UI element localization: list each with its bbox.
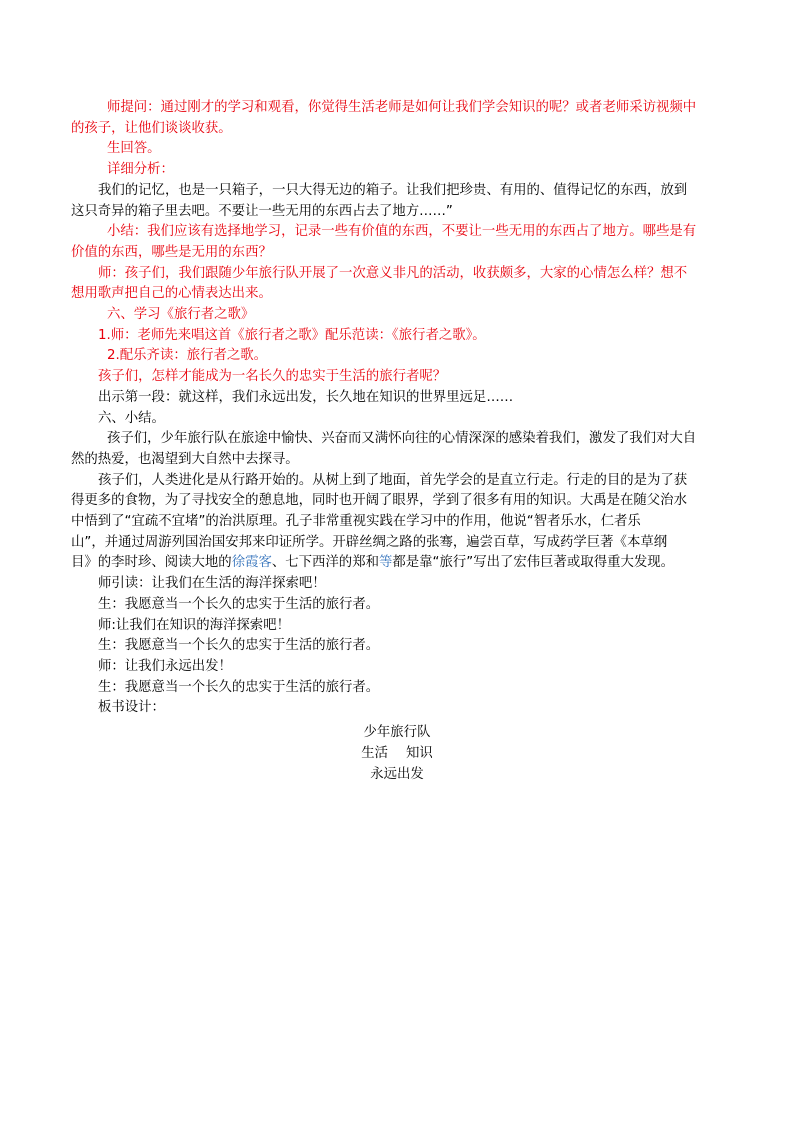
step-one: 1.师：老师先来唱这首《旅行者之歌》配乐范读：《旅行者之歌》。 [98, 327, 486, 343]
show-first-paragraph: 出示第一段：就这样，我们永远出发，长久地在知识的世界里远足…… [98, 389, 514, 405]
summary-line1: 小结：我们应该有选择地学习，记录一些有价值的东西，不要让一些无用的东西占了地方。哪些是有 [107, 224, 697, 240]
step-two: 2.配乐齐读：旅行者之歌。 [107, 348, 268, 364]
summary-line2: 价值的东西，哪些是无用的东西？ [71, 244, 272, 260]
evolution-line5-part2: 、七下西洋的郑和 [271, 555, 379, 571]
board-design [0, 722, 794, 785]
summary-heading: 六、小结。 [98, 410, 165, 426]
memory-para-line1: 我们的记忆，也是一只箱子，一只大得无边的箱子。让我们把珍贵、有用的、值得记忆的东西，放到 [98, 182, 688, 198]
evolution-line5-part1: 目》的李时珍、阅读大地的 [71, 555, 232, 571]
deng-link[interactable]: 等 [378, 555, 393, 571]
student-reply-2: 生：我愿意当一个长久的忠实于生活的旅行者。 [98, 638, 380, 654]
children-para1-line2: 然的热爱，也渴望到大自然中去探寻。 [71, 451, 299, 467]
evolution-line3: 中悟到了“宜疏不宜堵”的治洪原理。孔子非常重视实践在学习中的作用，他说“智者乐水，仁者乐 [71, 514, 641, 530]
board-design-label: 板书设计： [98, 700, 165, 716]
teacher-lead-read: 师引读：让我们在生活的海洋探索吧！ [98, 576, 326, 592]
teacher-song-line2: 想用歌声把自己的心情表达出来。 [71, 286, 272, 302]
analysis-heading: 详细分析： [107, 162, 174, 178]
evolution-line5 [71, 553, 721, 574]
student-answer: 生回答。 [107, 141, 161, 157]
document-body [71, 98, 721, 719]
teacher-question-line1: 师提问：通过刚才的学习和观看，你觉得生活老师是如何让我们学会知识的呢？或者老师采访视频中 [107, 100, 697, 115]
xu-xiake-link[interactable]: 徐霞客 [231, 555, 272, 571]
board-middle-row [0, 743, 794, 764]
teacher-line-3: 师：让我们永远出发！ [98, 658, 232, 674]
board-bottom: 永远出发 [370, 767, 424, 782]
teacher-question-line2: 的孩子，让他们谈谈收获。 [71, 120, 232, 136]
children-para1-line1: 孩子们，少年旅行队在旅途中愉快、兴奋而又满怀向往的心情深深的感染着我们，激发了我们对大自 [107, 431, 697, 447]
evolution-line5-part3: 都是靠“旅行”写出了宏伟巨著或取得重大发现。 [392, 555, 675, 571]
board-title: 少年旅行队 [363, 725, 431, 740]
section-six-heading: 六、学习《旅行者之歌》 [107, 307, 255, 323]
memory-para-line2: 这只奇异的箱子里去吧。不要让一些无用的东西占去了地方……” [71, 203, 453, 219]
board-right: 知识 [406, 746, 433, 761]
student-reply-3: 生：我愿意当一个长久的忠实于生活的旅行者。 [98, 679, 380, 695]
evolution-line2: 得更多的食物，为了寻找安全的憩息地，同时也开阔了眼界，学到了很多有用的知识。大禹是在随父治水 [71, 493, 687, 509]
evolution-line1: 孩子们，人类进化是从行路开始的。从树上到了地面，首先学会的是直立行走。行走的目的是为了获 [98, 472, 688, 488]
board-left: 生活 [361, 746, 388, 761]
student-reply-1: 生：我愿意当一个长久的忠实于生活的旅行者。 [98, 596, 380, 612]
evolution-line4: 山”，并通过周游列国治国安邦来印证所学。开辟丝绸之路的张骞，遍尝百草，写成药学巨著《本草纲 [71, 534, 668, 550]
teacher-line-2: 师:让我们在知识的海洋探索吧！ [98, 617, 290, 633]
children-question: 孩子们，怎样才能成为一名长久的忠实于生活的旅行者呢？ [98, 369, 447, 385]
teacher-song-line1: 师：孩子们，我们跟随少年旅行队开展了一次意义非凡的活动，收获颇多，大家的心情怎么样？想不 [98, 265, 688, 281]
